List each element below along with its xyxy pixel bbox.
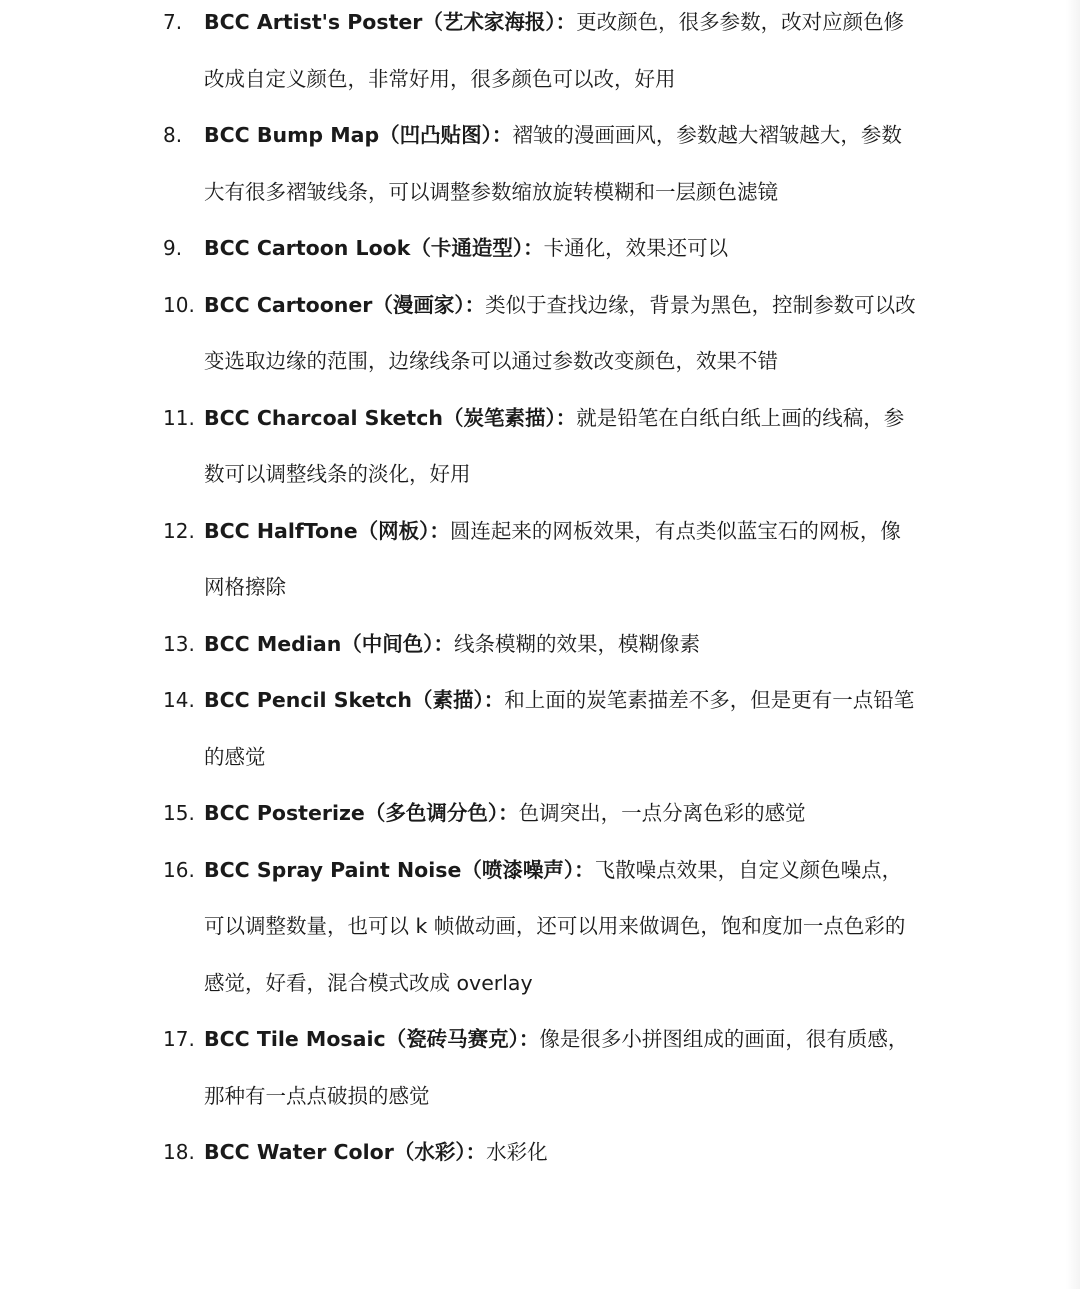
item-title: BCC Tile Mosaic（瓷砖马赛克）： [204, 1027, 540, 1051]
item-description: 就是铅笔在白纸白纸上画的线稿，参数可以调整线条的淡化，好用 [204, 405, 905, 486]
item-title: BCC Cartoon Look（卡通造型）： [204, 236, 544, 260]
item-description: 圆连起来的网板效果，有点类似蓝宝石的网板，像网格擦除 [204, 518, 901, 599]
item-number: 8. [163, 123, 183, 147]
list-item [0, 785, 920, 842]
item-number: 7. [163, 10, 183, 34]
item-number: 10. [163, 292, 195, 317]
list-item [0, 220, 920, 277]
item-title: BCC Bump Map（凹凸贴图）： [204, 123, 513, 147]
list-item [0, 842, 920, 1012]
item-number: 17. [163, 1027, 195, 1051]
item-title: BCC Cartooner（漫画家）： [204, 292, 486, 317]
item-description: 类似于查找边缘，背景为黑色，控制参数可以改变选取边缘的范围，边缘线条可以通过参数改变颜色，效果不错 [204, 292, 916, 373]
item-description: 线条模糊的效果，模糊像素 [454, 631, 701, 656]
item-number: 9. [163, 236, 183, 260]
list-item [0, 1124, 920, 1181]
list-item [0, 616, 920, 673]
list-item [0, 390, 920, 503]
item-title: BCC Posterize（多色调分色）： [204, 801, 519, 825]
item-description: 飞散噪点效果，自定义颜色噪点，可以调整数量，也可以 k 帧做动画，还可以用来做调色，饱和度加一点色彩的感觉，好看，混合模式改成 overlay [204, 857, 906, 995]
item-number: 12. [163, 518, 195, 543]
item-number: 15. [163, 801, 195, 825]
item-number: 11. [163, 405, 195, 430]
item-description: 更改颜色，很多参数，改对应颜色修改成自定义颜色，非常好用，很多颜色可以改，好用 [204, 10, 905, 91]
item-number: 13. [163, 631, 195, 656]
item-number: 14. [163, 688, 195, 712]
item-number: 16. [163, 857, 195, 882]
item-title: BCC Median（中间色）： [204, 631, 455, 656]
list-item [0, 1011, 920, 1124]
item-title: BCC Artist's Poster（艺术家海报）： [204, 10, 577, 34]
item-description: 水彩化 [486, 1140, 548, 1164]
list-item [0, 503, 920, 616]
item-description: 卡通化，效果还可以 [543, 236, 729, 260]
item-description: 色调突出，一点分离色彩的感觉 [518, 801, 806, 825]
list-item [0, 672, 920, 785]
list-item [0, 0, 920, 107]
item-title: BCC Spray Paint Noise（喷漆噪声）： [204, 857, 595, 882]
item-title: BCC Water Color（水彩）： [204, 1140, 487, 1164]
item-title: BCC Pencil Sketch（素描）： [204, 688, 505, 712]
item-description: 像是很多小拼图组成的画面，很有质感，那种有一点点破损的感觉 [204, 1027, 909, 1108]
item-title: BCC HalfTone（网板）： [204, 518, 450, 543]
list-item [0, 277, 920, 390]
list-item [0, 107, 920, 220]
item-title: BCC Charcoal Sketch（炭笔素描）： [204, 405, 577, 430]
item-description: 褶皱的漫画画风，参数越大褶皱越大，参数大有很多褶皱线条，可以调整参数缩放旋转模糊和一层颜色滤镜 [204, 123, 902, 204]
item-description: 和上面的炭笔素描差不多，但是更有一点铅笔的感觉 [204, 688, 915, 769]
item-number: 18. [163, 1140, 195, 1164]
